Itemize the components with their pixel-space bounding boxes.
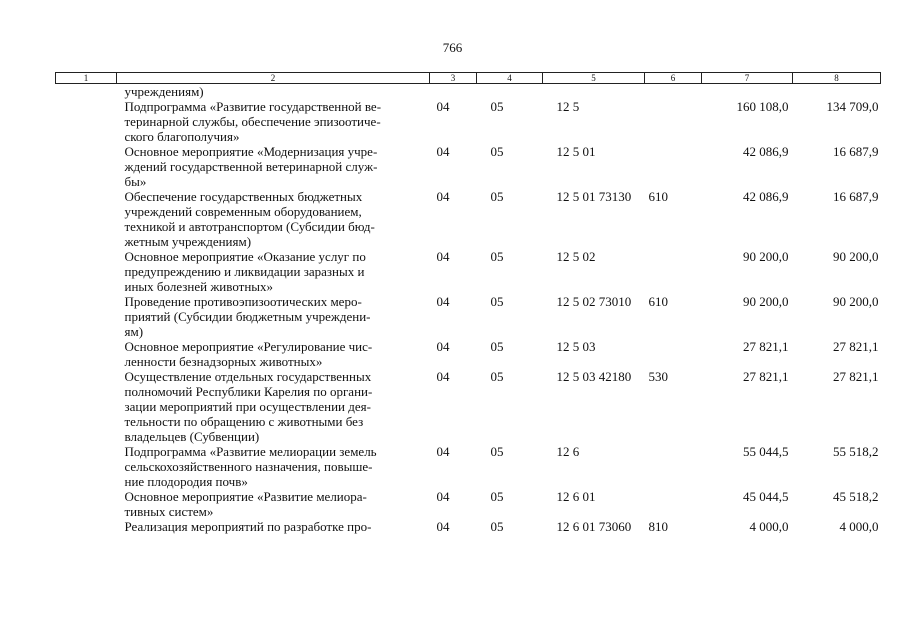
- table-row: [56, 444, 881, 489]
- row-name-line: зации мероприятий при осуществлении дея-: [124, 399, 371, 414]
- row-name-line: учреждений современным оборудованием,: [124, 204, 362, 219]
- target-article-cell: 12 5 01 73130: [556, 189, 632, 204]
- subsection-code-cell: 05: [490, 489, 504, 504]
- target-article-cell: 12 5 03 42180: [556, 369, 632, 384]
- expense-type-cell: [645, 339, 702, 369]
- amount-year1-cell: 45 044,5: [743, 489, 789, 504]
- amount-year2-cell: 4 000,0: [839, 519, 879, 534]
- table-row: [56, 294, 881, 339]
- row-name-line: тивных систем»: [124, 504, 214, 519]
- row-name-line: бы»: [124, 174, 147, 189]
- row-number-cell: [56, 99, 117, 144]
- expense-type-cell: 610: [648, 294, 668, 309]
- expense-type-cell: [645, 249, 702, 294]
- row-name-line: Осуществление отдельных государственных: [124, 369, 372, 384]
- row-name-line: ждений государственной ветеринарной служ-: [124, 159, 378, 174]
- target-article-cell: 12 5: [556, 99, 580, 114]
- row-name-line: Основное мероприятие «Развитие мелиора-: [124, 489, 367, 504]
- amount-year1-cell: 42 086,9: [743, 144, 789, 159]
- amount-year1-cell: 55 044,5: [743, 444, 789, 459]
- amount-year2-cell: 27 821,1: [833, 339, 879, 354]
- row-name-line: Подпрограмма «Развитие мелиорации земель: [124, 444, 377, 459]
- row-number-cell: [56, 294, 117, 339]
- subsection-code-cell: 05: [490, 339, 504, 354]
- section-code-cell: 04: [436, 189, 450, 204]
- section-code-cell: 04: [436, 249, 450, 264]
- amount-year2-cell: 134 709,0: [826, 99, 879, 114]
- amount-year1-cell: 27 821,1: [743, 339, 789, 354]
- expense-type-cell: [645, 489, 702, 519]
- row-number-cell: [56, 84, 117, 100]
- amount-year1-cell: 90 200,0: [743, 294, 789, 309]
- table-row: [56, 249, 881, 294]
- row-name-line: тельности по обращению с животными без: [124, 414, 364, 429]
- subsection-code-cell: 05: [490, 444, 504, 459]
- subsection-code-cell: 05: [490, 249, 504, 264]
- budget-table: [55, 72, 881, 534]
- section-code-cell: 04: [436, 339, 450, 354]
- amount-year2-cell: 16 687,9: [833, 144, 879, 159]
- amount-year1-cell: 90 200,0: [743, 249, 789, 264]
- amount-year2-cell: 90 200,0: [833, 294, 879, 309]
- target-article-cell: 12 5 02: [556, 249, 596, 264]
- row-name-cell: [117, 249, 430, 294]
- page-number: 766: [442, 40, 463, 55]
- row-name-cell: [117, 369, 430, 444]
- row-name-line: Проведение противоэпизоотических меро-: [124, 294, 362, 309]
- row-number-cell: [56, 339, 117, 369]
- table-body: [56, 84, 881, 535]
- expense-type-cell: 610: [648, 189, 668, 204]
- target-article-cell: 12 5 01: [556, 144, 596, 159]
- subsection-code-cell: 05: [490, 99, 504, 114]
- row-name-line: ского благополучия»: [124, 129, 240, 144]
- column-header: 1: [56, 73, 117, 84]
- column-header: 3: [430, 73, 477, 84]
- section-code-cell: 04: [436, 444, 450, 459]
- section-code-cell: 04: [436, 294, 450, 309]
- row-name-line: Основное мероприятие «Модернизация учре-: [124, 144, 378, 159]
- row-name-line: иных болезней животных»: [124, 279, 274, 294]
- section-code-cell: 04: [436, 99, 450, 114]
- row-number-cell: [56, 144, 117, 189]
- column-header: 4: [477, 73, 543, 84]
- row-name-line: сельскохозяйственного назначения, повыше-: [124, 459, 373, 474]
- subsection-code-cell: 05: [490, 144, 504, 159]
- target-article-cell: 12 5 03: [556, 339, 596, 354]
- row-name-cell: [117, 444, 430, 489]
- column-header: 2: [117, 73, 430, 84]
- row-name-line: Основное мероприятие «Регулирование чис-: [124, 339, 373, 354]
- row-number-cell: [56, 249, 117, 294]
- row-name-line: Обеспечение государственных бюджетных: [124, 189, 363, 204]
- column-header: 6: [645, 73, 702, 84]
- row-name-cell: [117, 99, 430, 144]
- table-header-row: [56, 73, 881, 84]
- amount-year1-cell: 42 086,9: [743, 189, 789, 204]
- row-number-cell: [56, 444, 117, 489]
- amount-year2-cell: 27 821,1: [833, 369, 879, 384]
- row-name-line: приятий (Субсидии бюджетным учреждени-: [124, 309, 371, 324]
- row-name-cell: [117, 84, 430, 100]
- column-header: 7: [702, 73, 793, 84]
- subsection-code-cell: 05: [490, 294, 504, 309]
- target-article-cell: 12 6 01: [556, 489, 596, 504]
- subsection-code-cell: 05: [490, 189, 504, 204]
- target-article-cell: [543, 84, 645, 100]
- row-name-cell: [117, 189, 430, 249]
- expense-type-cell: [645, 144, 702, 189]
- section-code-cell: 04: [436, 489, 450, 504]
- expense-type-cell: [645, 444, 702, 489]
- row-name-line: ленности безнадзорных животных»: [124, 354, 323, 369]
- subsection-code-cell: 05: [490, 369, 504, 384]
- section-code-cell: 04: [436, 369, 450, 384]
- expense-type-cell: [645, 99, 702, 144]
- row-name-cell: [117, 339, 430, 369]
- amount-year1-cell: 27 821,1: [743, 369, 789, 384]
- table-row: [56, 369, 881, 444]
- target-article-cell: 12 5 02 73010: [556, 294, 632, 309]
- row-name-line: Реализация мероприятий по разработке про-: [124, 519, 372, 534]
- amount-year1-cell: 4 000,0: [749, 519, 789, 534]
- row-name-cell: [117, 489, 430, 519]
- table-row: [56, 519, 881, 534]
- row-name-line: теринарной службы, обеспечение эпизоотиче-: [124, 114, 381, 129]
- table-row: [56, 84, 881, 100]
- row-name-line: предупреждению и ликвидации заразных и: [124, 264, 365, 279]
- amount-year2-cell: [793, 84, 881, 100]
- amount-year2-cell: 90 200,0: [833, 249, 879, 264]
- expense-type-cell: 530: [648, 369, 668, 384]
- column-header: 5: [543, 73, 645, 84]
- row-name-line: владельцев (Субвенции): [124, 429, 260, 444]
- row-name-line: ние плодородия почв»: [124, 474, 248, 489]
- row-number-cell: [56, 369, 117, 444]
- row-name-line: Подпрограмма «Развитие государственной ве-: [124, 99, 382, 114]
- table-row: [56, 339, 881, 369]
- row-name-line: полномочий Республики Карелия по органи-: [124, 384, 373, 399]
- row-name-line: учреждениям): [124, 84, 204, 99]
- table-row: [56, 144, 881, 189]
- subsection-code-cell: 05: [490, 519, 504, 534]
- row-name-cell: [117, 519, 430, 534]
- expense-type-cell: 810: [648, 519, 668, 534]
- section-code-cell: 04: [436, 519, 450, 534]
- table-row: [56, 489, 881, 519]
- row-name-line: техникой и автотранспортом (Субсидии бюд-: [124, 219, 375, 234]
- amount-year2-cell: 55 518,2: [833, 444, 879, 459]
- row-name-line: Основное мероприятие «Оказание услуг по: [124, 249, 366, 264]
- amount-year1-cell: 160 108,0: [736, 99, 789, 114]
- amount-year2-cell: 16 687,9: [833, 189, 879, 204]
- section-code-cell: [430, 84, 477, 100]
- amount-year1-cell: [702, 84, 793, 100]
- row-name-line: ям): [124, 324, 144, 339]
- column-header: 8: [793, 73, 881, 84]
- row-number-cell: [56, 189, 117, 249]
- section-code-cell: 04: [436, 144, 450, 159]
- subsection-code-cell: [477, 84, 543, 100]
- target-article-cell: 12 6 01 73060: [556, 519, 632, 534]
- target-article-cell: 12 6: [556, 444, 580, 459]
- row-name-cell: [117, 144, 430, 189]
- row-name-line: жетным учреждениям): [124, 234, 252, 249]
- amount-year2-cell: 45 518,2: [833, 489, 879, 504]
- expense-type-cell: [645, 84, 702, 100]
- row-number-cell: [56, 519, 117, 534]
- table-row: [56, 99, 881, 144]
- table-row: [56, 189, 881, 249]
- row-name-cell: [117, 294, 430, 339]
- row-number-cell: [56, 489, 117, 519]
